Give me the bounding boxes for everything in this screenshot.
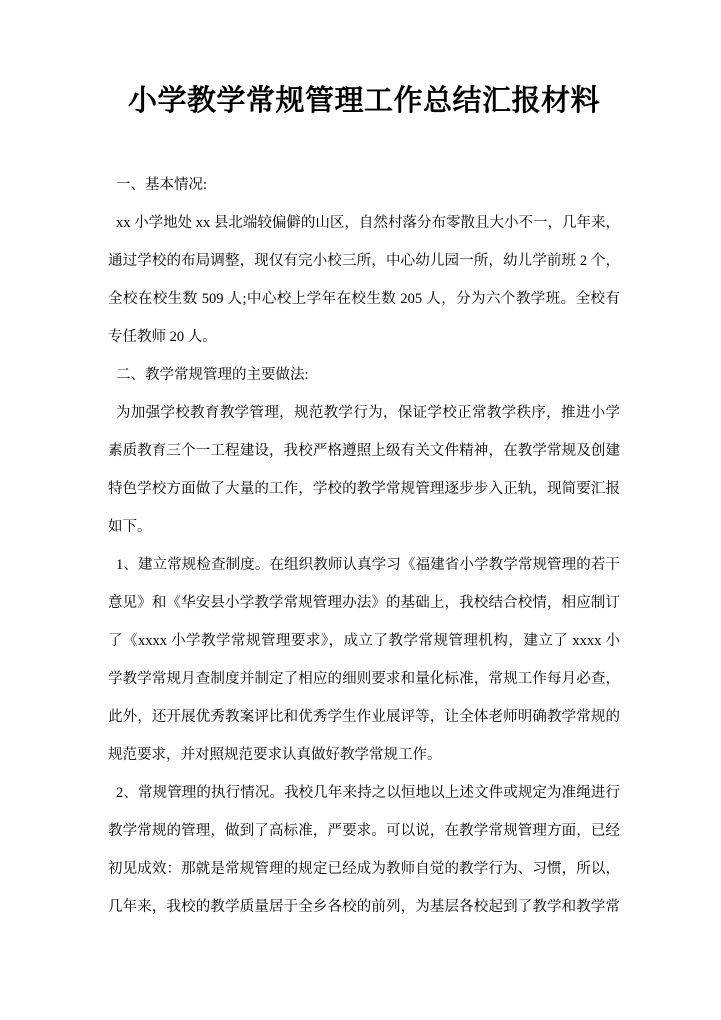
text-line: 通过学校的布局调整，现仅有完小校三所，中心幼儿园一所，幼儿学前班 2 个， bbox=[108, 253, 620, 269]
paragraph bbox=[108, 774, 620, 926]
text-line: 意见》和《华安县小学教学常规管理办法》的基础上，我校结合校情，相应制订 bbox=[108, 595, 620, 611]
text-line: 了《xxxx 小学教学常规管理要求》，成立了教学常规管理机构，建立了 xxxx 小 bbox=[108, 633, 620, 649]
paragraph bbox=[108, 394, 620, 546]
text-line: 二、教学常规管理的主要做法: bbox=[116, 367, 309, 383]
text-line: 教学常规的管理，做到了高标准，严要求。可以说，在教学常规管理方面，已经 bbox=[108, 823, 620, 839]
text-line: 如下。 bbox=[108, 519, 152, 535]
text-line: 2、常规管理的执行情况。我校几年来持之以恒地以上述文件或规定为准绳进行 bbox=[116, 785, 620, 801]
paragraph bbox=[108, 204, 620, 356]
text-line: 为加强学校教育教学管理，规范教学行为，保证学校正常教学秩序，推进小学 bbox=[116, 405, 620, 421]
text-line: 学教学常规月查制度并制定了相应的细则要求和量化标准，常规工作每月必查， bbox=[108, 671, 620, 687]
section-heading bbox=[108, 166, 620, 204]
text-line: 此外，还开展优秀教案评比和优秀学生作业展评等，让全体老师明确教学常规的 bbox=[108, 709, 620, 725]
paragraph bbox=[108, 546, 620, 774]
text-line: 特色学校方面做了大量的工作，学校的教学常规管理逐步步入正轨，现简要汇报 bbox=[108, 481, 620, 497]
text-line: 一、基本情况: bbox=[116, 177, 208, 193]
text-line: xx 小学地处 xx 县北端较偏僻的山区，自然村落分布零散且大小不一，几年来， bbox=[116, 215, 620, 231]
section-heading bbox=[108, 356, 620, 394]
text-line: 素质教育三个一工程建设，我校严格遵照上级有关文件精神，在教学常规及创建 bbox=[108, 443, 620, 459]
text-line: 初见成效：那就是常规管理的规定已经成为教师自觉的教学行为、习惯，所以， bbox=[108, 861, 620, 877]
text-line: 几年来，我校的教学质量居于全乡各校的前列，为基层各校起到了教学和教学常 bbox=[108, 899, 620, 915]
text-line: 专任教师 20 人。 bbox=[108, 329, 217, 345]
document-title: 小学教学常规管理工作总结汇报材料 bbox=[127, 85, 600, 117]
document-body bbox=[108, 166, 620, 926]
text-line: 1、建立常规检查制度。在组织教师认真学习《福建省小学教学常规管理的若干 bbox=[116, 557, 620, 573]
text-line: 全校在校生数 509 人;中心校上学年在校生数 205 人，分为六个教学班。全校有 bbox=[108, 291, 620, 307]
text-line: 规范要求，并对照规范要求认真做好教学常规工作。 bbox=[108, 747, 442, 763]
